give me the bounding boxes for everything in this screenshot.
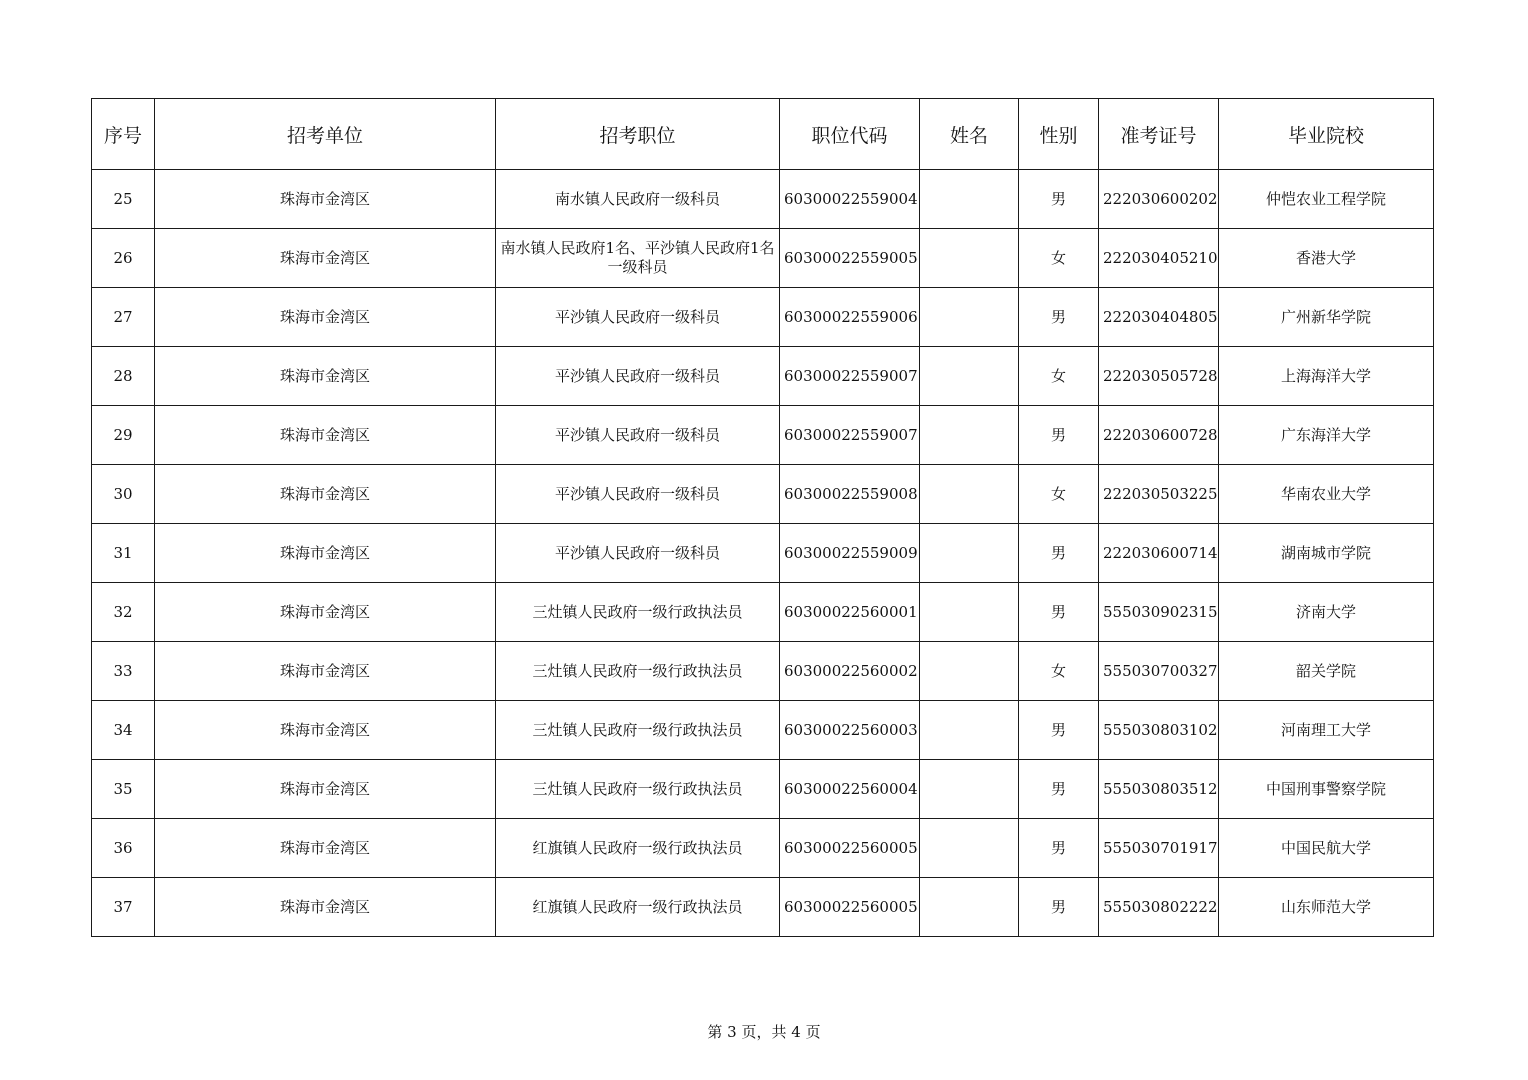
cell-name	[920, 465, 1019, 524]
cell-school: 广东海洋大学	[1219, 406, 1434, 465]
cell-exam-no: 222030505728	[1099, 347, 1219, 406]
table-body	[92, 170, 1434, 937]
cell-school: 中国民航大学	[1219, 819, 1434, 878]
cell-name	[920, 642, 1019, 701]
cell-position: 平沙镇人民政府一级科员	[496, 524, 780, 583]
header-exam-no: 准考证号	[1099, 99, 1219, 170]
table-row	[92, 760, 1434, 819]
cell-seq: 35	[92, 760, 155, 819]
cell-unit: 珠海市金湾区	[155, 229, 496, 288]
header-code: 职位代码	[780, 99, 920, 170]
cell-school: 山东师范大学	[1219, 878, 1434, 937]
cell-position: 三灶镇人民政府一级行政执法员	[496, 642, 780, 701]
header-position: 招考职位	[496, 99, 780, 170]
cell-unit: 珠海市金湾区	[155, 878, 496, 937]
cell-gender: 女	[1019, 465, 1099, 524]
cell-gender: 男	[1019, 288, 1099, 347]
cell-name	[920, 878, 1019, 937]
cell-code: 60300022559009	[780, 524, 920, 583]
cell-unit: 珠海市金湾区	[155, 760, 496, 819]
cell-unit: 珠海市金湾区	[155, 406, 496, 465]
cell-seq: 37	[92, 878, 155, 937]
cell-code: 60300022559006	[780, 288, 920, 347]
cell-position: 南水镇人民政府一级科员	[496, 170, 780, 229]
cell-position: 平沙镇人民政府一级科员	[496, 347, 780, 406]
cell-code: 60300022559005	[780, 229, 920, 288]
cell-code: 60300022560004	[780, 760, 920, 819]
table-row	[92, 642, 1434, 701]
cell-seq: 33	[92, 642, 155, 701]
cell-name	[920, 583, 1019, 642]
cell-exam-no: 222030405210	[1099, 229, 1219, 288]
table-row	[92, 819, 1434, 878]
cell-exam-no: 222030600202	[1099, 170, 1219, 229]
cell-code: 60300022559007	[780, 347, 920, 406]
cell-name	[920, 406, 1019, 465]
cell-school: 香港大学	[1219, 229, 1434, 288]
header-row	[92, 99, 1434, 170]
cell-gender: 男	[1019, 406, 1099, 465]
cell-code: 60300022559008	[780, 465, 920, 524]
cell-exam-no: 222030503225	[1099, 465, 1219, 524]
cell-unit: 珠海市金湾区	[155, 642, 496, 701]
cell-position: 三灶镇人民政府一级行政执法员	[496, 701, 780, 760]
candidate-table	[91, 98, 1434, 937]
cell-name	[920, 760, 1019, 819]
cell-name	[920, 524, 1019, 583]
cell-position: 平沙镇人民政府一级科员	[496, 288, 780, 347]
cell-exam-no: 555030700327	[1099, 642, 1219, 701]
cell-exam-no: 555030803102	[1099, 701, 1219, 760]
page-number: 第 3 页，共 4 页	[707, 1023, 821, 1041]
cell-position: 平沙镇人民政府一级科员	[496, 406, 780, 465]
cell-school: 韶关学院	[1219, 642, 1434, 701]
cell-code: 60300022559004	[780, 170, 920, 229]
cell-seq: 28	[92, 347, 155, 406]
cell-seq: 27	[92, 288, 155, 347]
cell-unit: 珠海市金湾区	[155, 583, 496, 642]
cell-position: 红旗镇人民政府一级行政执法员	[496, 819, 780, 878]
table-row	[92, 347, 1434, 406]
cell-position: 三灶镇人民政府一级行政执法员	[496, 583, 780, 642]
cell-position: 红旗镇人民政府一级行政执法员	[496, 878, 780, 937]
cell-code: 60300022559007	[780, 406, 920, 465]
header-school: 毕业院校	[1219, 99, 1434, 170]
cell-school: 中国刑事警察学院	[1219, 760, 1434, 819]
cell-school: 上海海洋大学	[1219, 347, 1434, 406]
cell-exam-no: 555030802222	[1099, 878, 1219, 937]
table-row	[92, 170, 1434, 229]
cell-code: 60300022560002	[780, 642, 920, 701]
cell-seq: 25	[92, 170, 155, 229]
header-name: 姓名	[920, 99, 1019, 170]
cell-school: 广州新华学院	[1219, 288, 1434, 347]
cell-seq: 29	[92, 406, 155, 465]
cell-unit: 珠海市金湾区	[155, 347, 496, 406]
cell-unit: 珠海市金湾区	[155, 819, 496, 878]
header-gender: 性别	[1019, 99, 1099, 170]
header-seq: 序号	[92, 99, 155, 170]
cell-unit: 珠海市金湾区	[155, 524, 496, 583]
table-row	[92, 524, 1434, 583]
cell-seq: 36	[92, 819, 155, 878]
table-row	[92, 465, 1434, 524]
cell-unit: 珠海市金湾区	[155, 701, 496, 760]
cell-position: 平沙镇人民政府一级科员	[496, 465, 780, 524]
table-row	[92, 878, 1434, 937]
table-row	[92, 229, 1434, 288]
cell-gender: 女	[1019, 347, 1099, 406]
cell-gender: 男	[1019, 701, 1099, 760]
table-header	[92, 99, 1434, 170]
cell-code: 60300022560001	[780, 583, 920, 642]
cell-gender: 女	[1019, 642, 1099, 701]
cell-name	[920, 701, 1019, 760]
table-row	[92, 406, 1434, 465]
cell-seq: 26	[92, 229, 155, 288]
cell-exam-no: 222030404805	[1099, 288, 1219, 347]
cell-exam-no: 555030803512	[1099, 760, 1219, 819]
table-row	[92, 701, 1434, 760]
cell-name	[920, 819, 1019, 878]
cell-position: 三灶镇人民政府一级行政执法员	[496, 760, 780, 819]
header-unit: 招考单位	[155, 99, 496, 170]
cell-seq: 34	[92, 701, 155, 760]
cell-unit: 珠海市金湾区	[155, 465, 496, 524]
cell-exam-no: 222030600714	[1099, 524, 1219, 583]
cell-code: 60300022560005	[780, 878, 920, 937]
cell-exam-no: 555030701917	[1099, 819, 1219, 878]
cell-school: 仲恺农业工程学院	[1219, 170, 1434, 229]
cell-name	[920, 347, 1019, 406]
cell-code: 60300022560005	[780, 819, 920, 878]
cell-school: 济南大学	[1219, 583, 1434, 642]
cell-name	[920, 229, 1019, 288]
cell-school: 华南农业大学	[1219, 465, 1434, 524]
cell-seq: 32	[92, 583, 155, 642]
cell-gender: 男	[1019, 170, 1099, 229]
cell-unit: 珠海市金湾区	[155, 288, 496, 347]
cell-exam-no: 222030600728	[1099, 406, 1219, 465]
cell-unit: 珠海市金湾区	[155, 170, 496, 229]
table-row	[92, 583, 1434, 642]
cell-school: 河南理工大学	[1219, 701, 1434, 760]
cell-gender: 女	[1019, 229, 1099, 288]
cell-name	[920, 288, 1019, 347]
cell-position: 南水镇人民政府1名、平沙镇人民政府1名一级科员	[496, 229, 780, 288]
cell-exam-no: 555030902315	[1099, 583, 1219, 642]
cell-seq: 31	[92, 524, 155, 583]
cell-gender: 男	[1019, 583, 1099, 642]
cell-seq: 30	[92, 465, 155, 524]
cell-gender: 男	[1019, 819, 1099, 878]
cell-gender: 男	[1019, 524, 1099, 583]
cell-school: 湖南城市学院	[1219, 524, 1434, 583]
cell-gender: 男	[1019, 760, 1099, 819]
cell-code: 60300022560003	[780, 701, 920, 760]
table-row	[92, 288, 1434, 347]
cell-name	[920, 170, 1019, 229]
cell-gender: 男	[1019, 878, 1099, 937]
